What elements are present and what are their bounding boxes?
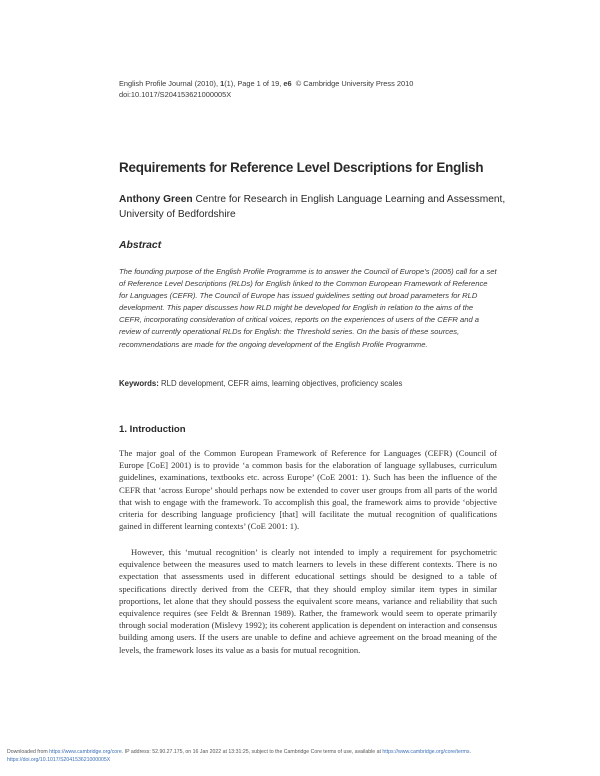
author-name: Anthony Green [119,194,193,205]
article-doi[interactable]: doi:10.1017/S204153621000005X [119,90,232,99]
terms-of-use-link[interactable]: https://www.cambridge.org/core/terms [382,749,470,755]
body-paragraph: The major goal of the Common European Framework of Reference for Languages (CEFR) (Council of Europe [CoE] 2001) is to provide ‘a common basis for the elaboration of language syllabuses, curriculum guidelines, examinations, textbooks etc. across Europe’ (CoE 2001: 1). Such has been the influence of the CEFR that ‘across Europe’ should perhaps now be extended to cover user groups from all parts of the world that wish to engage with the framework. To accomplish this goal, the framework aims to provide ‘objective criteria for describing language proficiency [that] will facilitate the mutual recognition of qualifications gained in different learning contexts’ (CoE 2001: 1). [119,448,497,532]
footer-terms-suffix: . [469,749,471,755]
citation-line [119,78,519,89]
journal-citation [119,78,519,100]
copyright-notice: © Cambridge University Press 2010 [295,79,414,88]
abstract-text: The founding purpose of the English Profile Programme is to answer the Council of Europe’s (2005) call for a set of Reference Level Descriptions (RLDs) for English linked to the Common European Framework of Reference for Languages (CEFR). The Council of Europe has issued guidelines setting out broad parameters for RLD development. This paper discusses how RLD might be developed for English in relation to the aims of the CEFR, incorporating consideration of critical voices, reports on the experiences of users of the CEFR and a review of currently operational RLDs for English: the Threshold series. On the basis of these sources, recommendations are made for the ongoing development of the English Profile Programme. [119,267,497,349]
doi-link[interactable]: https://doi.org/10.1017/S204153621000005X [7,757,111,763]
abstract-heading: Abstract [119,240,162,251]
article-number: e6 [283,79,292,88]
author-block [119,193,519,222]
journal-citation-text: English Profile Journal (2010), [119,79,219,88]
footer-access-info: . IP address: 52.90.27.175, on 16 Jan 2022 at 13:31:25, subject to the Cambridge Core terms of use, available at [121,749,381,755]
section-heading: 1. Introduction [119,424,186,435]
keywords-list: RLD development, CEFR aims, learning objectives, proficiency scales [161,379,403,388]
journal-issue: (1), Page 1 of 19, [224,79,282,88]
author-affiliation: Centre for Research in English Language Learning and Assessment, University of Bedfordshire [119,194,506,220]
article-title: Requirements for Reference Level Descriptions for English [119,160,484,175]
cambridge-core-link[interactable]: https://www.cambridge.org/core [49,749,122,755]
keywords-label: Keywords: [119,379,159,388]
download-footer [7,748,597,764]
body-paragraph: However, this ‘mutual recognition’ is clearly not intended to imply a requirement for psychometric equivalence between the measures used to match learners to levels in these different contexts. There is no expectation that assessments used in different educational settings should be designed to a table of specifications directly derived from the CEFR, that they should employ similar item types in similar proportions, let alone that they should possess the equivalent score means, variance and reliability that such equivalence requires (see Feldt & Brennan 1989). Rather, the framework would seem to operate primarily through social moderation (Mislevy 1992); its coherent application is dependent on interaction and consensus building among users. If the users are unable to define and achieve agreement on the broad meaning of the levels, the framework loses its value as a basis for mutual recognition. [119,547,497,655]
journal-volume: 1 [220,79,225,88]
footer-downloaded-from: Downloaded from [7,749,48,755]
keywords-line [119,378,519,389]
